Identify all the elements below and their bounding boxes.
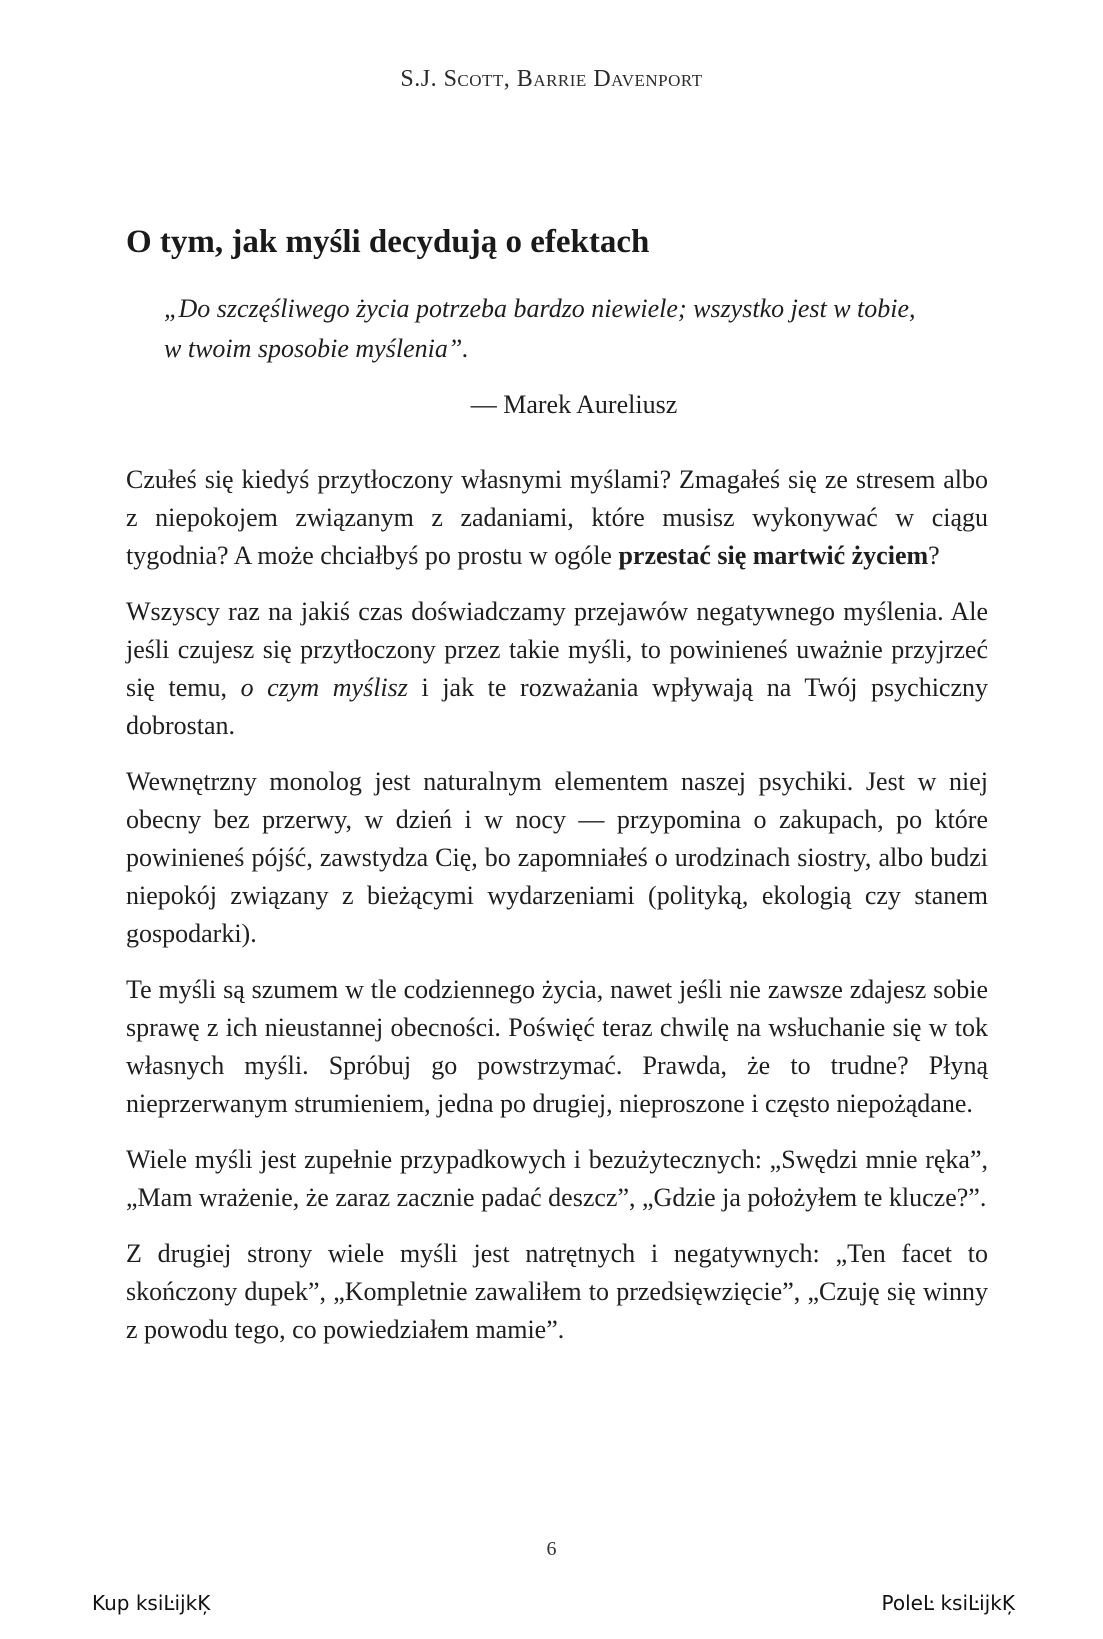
page-number: 6 [546, 1538, 557, 1560]
running-head: S.J. Scott, Barrie Davenport [400, 66, 703, 92]
paragraph-3: Wewnętrzny monolog jest naturalnym elementem naszej psychiki. Jest w niej obecny bez przerwy, w dzień i w nocy — przypomina o zakupach, po które powinieneś pójść, zawstydza Cię, bo zapomniałeś o urodzinach siostry, albo budzi niepokój związany z bieżącymi wydarzeniami (polityką, ekologią czy stanem gospodarki). [126, 767, 988, 949]
epigraph-author: — Marek Aureliusz [470, 390, 678, 420]
paragraph-6: Z drugiej strony wiele myśli jest natrętnych i negatywnych: „Ten facet to skończony dupek”, „Kompletnie zawaliłem to przedsięwzięcie”, „Czuję się winny z powodu tego, co powiedziałem mamie”. [126, 1239, 988, 1345]
footer-right [882, 1591, 1015, 1615]
buy-book-link[interactable]: Kup ksiĿĳkĶ [92, 1591, 211, 1615]
paragraph-1-end: ? [928, 541, 940, 571]
page-content [126, 222, 988, 1367]
epigraph-quote [164, 289, 984, 369]
footer-left [92, 1591, 210, 1615]
paragraph-1 [126, 461, 988, 575]
epigraph-quote-line-1: „Do szczęśliwego życia potrzeba bardzo niewiele; wszystko jest w tobie, [164, 294, 916, 324]
paragraph-2-italic: o czym myślisz [240, 673, 408, 703]
paragraph-1-text: Czułeś się kiedyś przytłoczony własnymi myślami? Zmagałeś się ze stresem albo z niepokojem związanym z zadaniami, które musisz wykonywać w ciągu tygodnia? A może chciałbyś po prostu w ogóle [126, 465, 988, 571]
body-text [126, 461, 988, 1349]
recommend-book-link[interactable]: PoleĿ ksiĿĳkĶ [881, 1591, 1015, 1615]
paragraph-4: Te myśli są szumem w tle codziennego życia, nawet jeśli nie zawsze zdajesz sobie sprawę z ich nieustannej obecności. Poświęć teraz chwilę na wsłuchanie się w tok własnych myśli. Spróbuj go powstrzymać. Prawda, że to trudne? Płyną nieprzerwanym strumieniem, jedna po drugiej, nieproszone i często niepożądane. [126, 975, 988, 1119]
paragraph-1-bold: przestać się martwić życiem [618, 541, 929, 571]
paragraph-2-text: Wszyscy raz na jakiś czas doświadczamy przejawów negatywnego myślenia. Ale jeśli czujesz się przytłoczony przez takie myśli, to powinieneś uważnie przyjrzeć się temu, [126, 597, 988, 703]
epigraph-quote-line-2: w twoim sposobie myślenia”. [164, 334, 469, 364]
paragraph-5: Wiele myśli jest zupełnie przypadkowych i bezużytecznych: „Swędzi mnie ręka”, „Mam wrażenie, że zaraz zacznie padać deszcz”, „Gdzie ja położyłem te klucze?”. [126, 1145, 988, 1213]
chapter-title: O tym, jak myśli decydują o efektach [126, 224, 650, 260]
epigraph [164, 289, 984, 425]
paragraph-2-end: i jak te rozważania wpływają na Twój psychiczny dobrostan. [126, 673, 989, 741]
paragraph-2 [126, 593, 988, 745]
